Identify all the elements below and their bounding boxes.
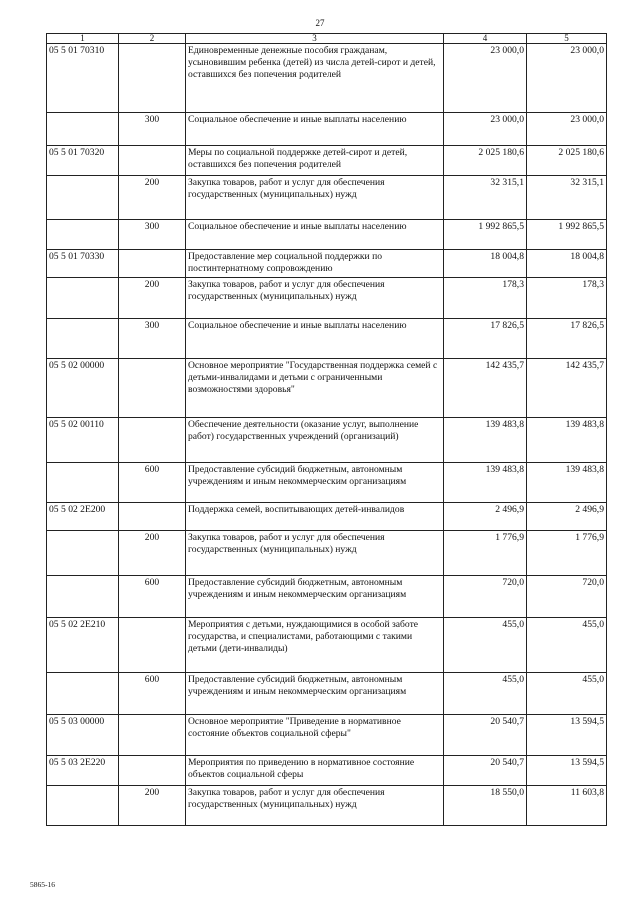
row-code-cell	[47, 113, 119, 146]
row-sum-2017-cell: 2 496,9	[444, 503, 527, 531]
row-sum-2017-cell: 139 483,8	[444, 463, 527, 503]
row-sum-2017-cell: 720,0	[444, 576, 527, 618]
row-sum-2018-cell: 1 776,9	[527, 531, 607, 576]
row-name-cell: Предоставление субсидий бюджетным, автономным учреждениям и иным некоммерческим организациям	[186, 673, 444, 715]
row-type-cell	[119, 618, 186, 673]
row-code-cell	[47, 278, 119, 319]
row-type-cell: 200	[119, 176, 186, 220]
row-sum-2018-cell: 13 594,5	[527, 715, 607, 756]
row-type-cell: 300	[119, 113, 186, 146]
table-row	[47, 618, 607, 673]
row-name-cell: Социальное обеспечение и иные выплаты населению	[186, 319, 444, 359]
row-sum-2018-cell: 2 496,9	[527, 503, 607, 531]
table-body	[47, 44, 607, 826]
row-name-cell: Закупка товаров, работ и услуг для обеспечения государственных (муниципальных) нужд	[186, 786, 444, 826]
row-sum-2018-cell: 720,0	[527, 576, 607, 618]
row-sum-2018-cell: 23 000,0	[527, 113, 607, 146]
row-name-cell: Социальное обеспечение и иные выплаты населению	[186, 113, 444, 146]
row-type-cell: 200	[119, 278, 186, 319]
row-type-cell	[119, 503, 186, 531]
column-header: 1	[47, 34, 119, 44]
row-code-cell	[47, 673, 119, 715]
row-type-cell: 300	[119, 220, 186, 250]
row-code-cell	[47, 531, 119, 576]
table-row	[47, 531, 607, 576]
table-row	[47, 278, 607, 319]
row-sum-2018-cell: 178,3	[527, 278, 607, 319]
row-sum-2018-cell: 32 315,1	[527, 176, 607, 220]
row-type-cell: 600	[119, 673, 186, 715]
row-sum-2017-cell: 18 550,0	[444, 786, 527, 826]
row-code-cell	[47, 220, 119, 250]
row-code-cell: 05 5 02 00110	[47, 418, 119, 463]
table-row	[47, 786, 607, 826]
row-sum-2018-cell: 139 483,8	[527, 463, 607, 503]
row-name-cell: Мероприятия по приведению в нормативное состояние объектов социальной сферы	[186, 756, 444, 786]
row-type-cell	[119, 250, 186, 278]
row-name-cell: Закупка товаров, работ и услуг для обеспечения государственных (муниципальных) нужд	[186, 531, 444, 576]
row-code-cell	[47, 463, 119, 503]
page-number: 27	[315, 18, 325, 28]
row-code-cell: 05 5 01 70320	[47, 146, 119, 176]
column-header: 4	[444, 34, 527, 44]
row-sum-2018-cell: 1 992 865,5	[527, 220, 607, 250]
budget-table	[46, 33, 607, 826]
row-name-cell: Основное мероприятие "Приведение в нормативное состояние объектов социальной сферы"	[186, 715, 444, 756]
row-name-cell: Меры по социальной поддержке детей-сирот и детей, оставшихся без попечения родителей	[186, 146, 444, 176]
column-header: 3	[186, 34, 444, 44]
row-sum-2018-cell: 18 004,8	[527, 250, 607, 278]
row-sum-2018-cell: 23 000,0	[527, 44, 607, 113]
row-name-cell: Предоставление субсидий бюджетным, автономным учреждениям и иным некоммерческим организациям	[186, 576, 444, 618]
column-header: 5	[527, 34, 607, 44]
table-row	[47, 503, 607, 531]
table-row	[47, 220, 607, 250]
row-type-cell	[119, 44, 186, 113]
row-name-cell: Социальное обеспечение и иные выплаты населению	[186, 220, 444, 250]
table-row	[47, 756, 607, 786]
row-type-cell: 200	[119, 786, 186, 826]
row-name-cell: Поддержка семей, воспитывающих детей-инвалидов	[186, 503, 444, 531]
row-type-cell: 300	[119, 319, 186, 359]
row-sum-2018-cell: 455,0	[527, 673, 607, 715]
row-code-cell	[47, 319, 119, 359]
row-sum-2017-cell: 455,0	[444, 618, 527, 673]
row-sum-2018-cell: 2 025 180,6	[527, 146, 607, 176]
row-name-cell: Закупка товаров, работ и услуг для обеспечения государственных (муниципальных) нужд	[186, 278, 444, 319]
row-code-cell	[47, 576, 119, 618]
row-sum-2017-cell: 142 435,7	[444, 359, 527, 418]
row-name-cell: Предоставление субсидий бюджетным, автономным учреждениям и иным некоммерческим организациям	[186, 463, 444, 503]
row-name-cell: Закупка товаров, работ и услуг для обеспечения государственных (муниципальных) нужд	[186, 176, 444, 220]
table-row	[47, 715, 607, 756]
row-sum-2017-cell: 1 776,9	[444, 531, 527, 576]
row-sum-2017-cell: 178,3	[444, 278, 527, 319]
row-code-cell: 05 5 02 00000	[47, 359, 119, 418]
row-code-cell: 05 5 02 2E210	[47, 618, 119, 673]
row-sum-2017-cell: 2 025 180,6	[444, 146, 527, 176]
table-row	[47, 176, 607, 220]
row-name-cell: Единовременные денежные пособия гражданам, усыновившим ребенка (детей) из числа детей-сирот и детей, оставшихся без попечения родителей	[186, 44, 444, 113]
row-type-cell	[119, 715, 186, 756]
row-code-cell	[47, 786, 119, 826]
row-sum-2017-cell: 32 315,1	[444, 176, 527, 220]
row-sum-2018-cell: 11 603,8	[527, 786, 607, 826]
row-sum-2017-cell: 455,0	[444, 673, 527, 715]
table-row	[47, 418, 607, 463]
table-row	[47, 44, 607, 113]
row-sum-2017-cell: 139 483,8	[444, 418, 527, 463]
row-type-cell	[119, 756, 186, 786]
row-sum-2017-cell: 17 826,5	[444, 319, 527, 359]
row-name-cell: Мероприятия с детьми, нуждающимися в особой заботе государства, и специалистами, работающими с такими детьми (дети-инвалиды)	[186, 618, 444, 673]
row-name-cell: Основное мероприятие "Государственная поддержка семей с детьми-инвалидами и детьми с ограниченными возможностями здоровья"	[186, 359, 444, 418]
table-row	[47, 319, 607, 359]
row-type-cell	[119, 359, 186, 418]
row-type-cell: 600	[119, 576, 186, 618]
row-sum-2017-cell: 18 004,8	[444, 250, 527, 278]
row-name-cell: Обеспечение деятельности (оказание услуг, выполнение работ) государственных учреждений (организаций)	[186, 418, 444, 463]
row-code-cell: 05 5 02 2E200	[47, 503, 119, 531]
row-sum-2017-cell: 1 992 865,5	[444, 220, 527, 250]
row-sum-2017-cell: 23 000,0	[444, 44, 527, 113]
row-type-cell: 600	[119, 463, 186, 503]
row-sum-2018-cell: 139 483,8	[527, 418, 607, 463]
row-code-cell	[47, 176, 119, 220]
row-sum-2018-cell: 142 435,7	[527, 359, 607, 418]
row-sum-2017-cell: 23 000,0	[444, 113, 527, 146]
row-type-cell	[119, 146, 186, 176]
row-code-cell: 05 5 03 00000	[47, 715, 119, 756]
row-sum-2018-cell: 455,0	[527, 618, 607, 673]
row-type-cell: 200	[119, 531, 186, 576]
table-row	[47, 673, 607, 715]
row-sum-2017-cell: 20 540,7	[444, 715, 527, 756]
row-sum-2018-cell: 17 826,5	[527, 319, 607, 359]
table-row	[47, 576, 607, 618]
row-name-cell: Предоставление мер социальной поддержки по постинтернатному сопровождению	[186, 250, 444, 278]
table-row	[47, 146, 607, 176]
footer-code: 5865-16	[30, 880, 55, 889]
table-row	[47, 359, 607, 418]
row-code-cell: 05 5 03 2E220	[47, 756, 119, 786]
row-code-cell: 05 5 01 70330	[47, 250, 119, 278]
row-sum-2017-cell: 20 540,7	[444, 756, 527, 786]
column-header: 2	[119, 34, 186, 44]
row-type-cell	[119, 418, 186, 463]
table-header-row	[47, 34, 607, 44]
table-row	[47, 113, 607, 146]
row-code-cell: 05 5 01 70310	[47, 44, 119, 113]
row-sum-2018-cell: 13 594,5	[527, 756, 607, 786]
table-row	[47, 463, 607, 503]
table-row	[47, 250, 607, 278]
